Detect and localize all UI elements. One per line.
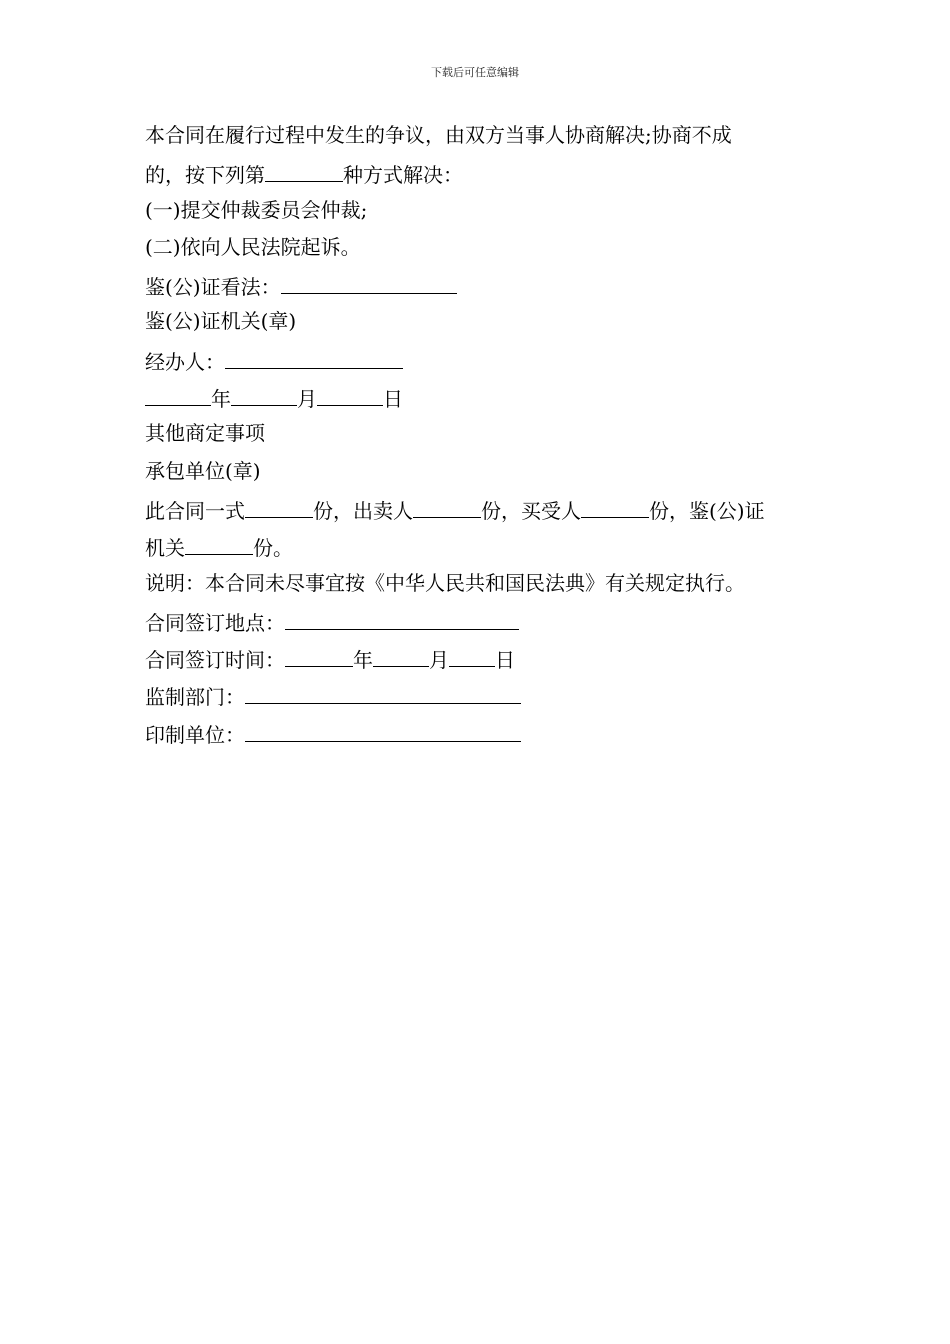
signing-year-blank[interactable] xyxy=(285,639,353,667)
copies-seller-label: 份，出卖人 xyxy=(313,498,413,523)
signing-month-blank[interactable] xyxy=(373,639,429,667)
copies-seller-blank[interactable] xyxy=(413,490,481,518)
contractor-seal-line xyxy=(145,453,815,490)
supervising-dept-blank[interactable] xyxy=(245,676,521,704)
dispute-clause-suffix: 种方式解决： xyxy=(343,163,463,188)
notary-day-blank[interactable] xyxy=(317,378,383,406)
printing-unit-label: 印制单位： xyxy=(145,722,245,747)
notary-date-line xyxy=(145,378,815,415)
notary-month-label: 月 xyxy=(297,387,317,412)
copies-line-1 xyxy=(145,490,815,527)
signing-day-label: 日 xyxy=(495,648,515,673)
copies-office-blank[interactable] xyxy=(185,527,253,555)
notary-office-seal-label: 鉴(公)证机关(章) xyxy=(145,309,297,334)
handler-line xyxy=(145,341,815,378)
explanation-text: 说明：本合同未尽事宜按《中华人民共和国民法典》有关规定执行。 xyxy=(145,570,745,595)
copies-notary-label: 份，鉴(公)证 xyxy=(649,498,765,523)
signing-place-line xyxy=(145,602,815,639)
copies-office-label: 机关 xyxy=(145,536,185,561)
page-header: 下载后可任意编辑 xyxy=(431,66,519,79)
copies-total-blank[interactable] xyxy=(245,490,313,518)
printing-unit-blank[interactable] xyxy=(245,714,521,742)
copies-total-label: 此合同一式 xyxy=(145,498,245,523)
signing-day-blank[interactable] xyxy=(449,639,495,667)
litigation-option-text: (二)依向人民法院起诉。 xyxy=(145,234,361,259)
explanation-line xyxy=(145,565,815,602)
litigation-option xyxy=(145,229,815,266)
contractor-seal-label: 承包单位(章) xyxy=(145,458,261,483)
dispute-clause-line-2 xyxy=(145,154,815,191)
signing-month-label: 月 xyxy=(429,648,449,673)
dispute-clause-prefix: 的，按下列第 xyxy=(145,163,265,188)
supervising-dept-label: 监制部门： xyxy=(145,685,245,710)
copies-line-2 xyxy=(145,527,815,564)
signing-place-blank[interactable] xyxy=(285,602,519,630)
supervising-dept-line xyxy=(145,676,815,713)
notary-month-blank[interactable] xyxy=(231,378,297,406)
copies-office-suffix: 份。 xyxy=(253,536,293,561)
arbitration-option xyxy=(145,192,815,229)
signing-time-line xyxy=(145,639,815,676)
printing-unit-line xyxy=(145,714,815,751)
signing-year-label: 年 xyxy=(353,648,373,673)
notary-opinion-blank[interactable] xyxy=(281,266,457,294)
other-matters-label: 其他商定事项 xyxy=(145,421,265,446)
notary-year-label: 年 xyxy=(211,387,231,412)
handler-label: 经办人： xyxy=(145,349,225,374)
notary-opinion-line xyxy=(145,266,815,303)
handler-blank[interactable] xyxy=(225,341,403,369)
dispute-clause-text: 本合同在履行过程中发生的争议，由双方当事人协商解决;协商不成 xyxy=(145,123,732,147)
copies-buyer-blank[interactable] xyxy=(581,490,649,518)
notary-year-blank[interactable] xyxy=(145,378,211,406)
signing-time-label: 合同签订时间： xyxy=(145,648,285,673)
document-body xyxy=(145,117,815,751)
arbitration-option-text: (一)提交仲裁委员会仲裁; xyxy=(145,197,368,222)
notary-opinion-label: 鉴(公)证看法： xyxy=(145,275,281,300)
signing-place-label: 合同签订地点： xyxy=(145,610,285,635)
other-matters-line xyxy=(145,415,815,452)
notary-office-seal-line xyxy=(145,303,815,340)
method-number-blank[interactable] xyxy=(265,154,343,182)
notary-day-label: 日 xyxy=(383,387,403,412)
copies-buyer-label: 份，买受人 xyxy=(481,498,581,523)
dispute-clause-line-1 xyxy=(145,117,815,154)
